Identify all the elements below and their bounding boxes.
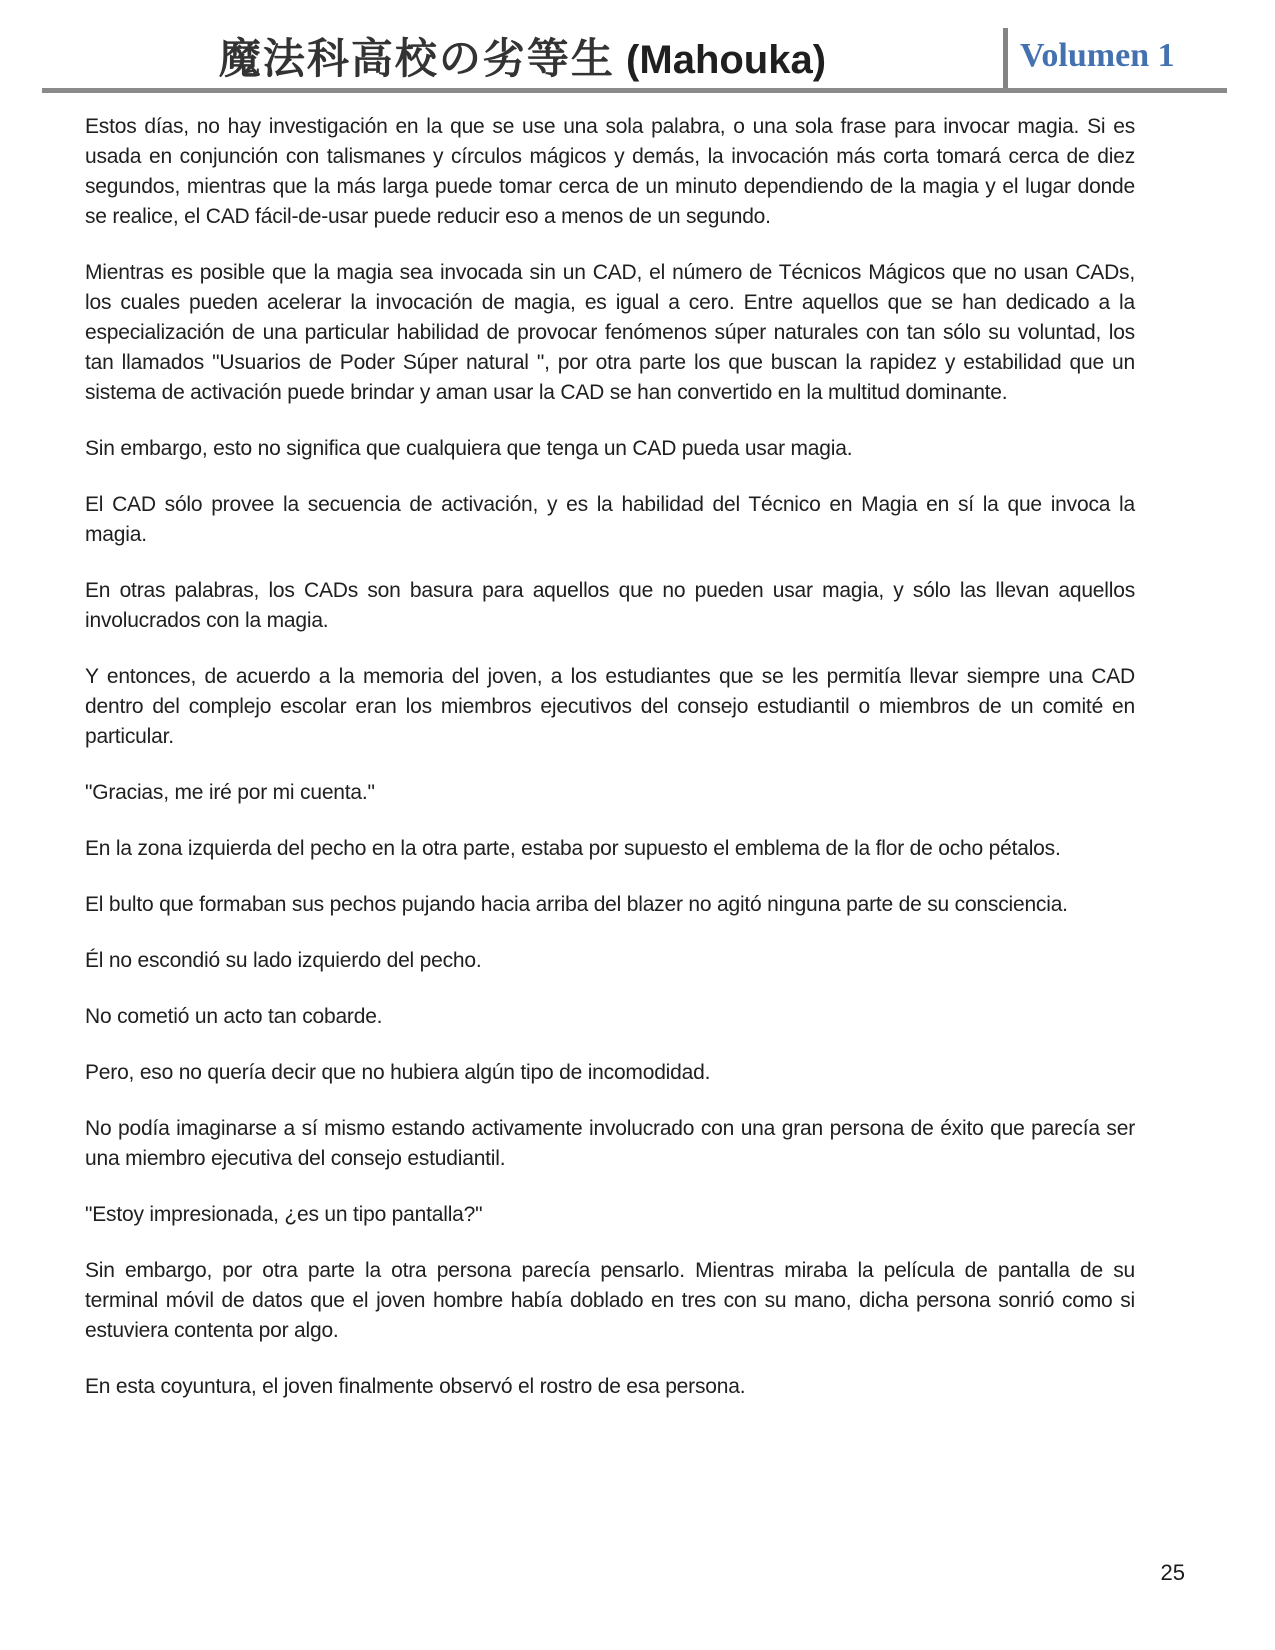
paragraph: El CAD sólo provee la secuencia de activación, y es la habilidad del Técnico en Magia en sí la que invoca la magia. xyxy=(85,493,1135,546)
paragraph: El bulto que formaban sus pechos pujando hacia arriba del blazer no agitó ninguna parte de su consciencia. xyxy=(85,893,1068,916)
paragraph: En esta coyuntura, el joven finalmente observó el rostro de esa persona. xyxy=(85,1375,746,1398)
paragraph: Y entonces, de acuerdo a la memoria del joven, a los estudiantes que se les permitía llevar siempre una CAD dentro del complejo escolar eran los miembros ejecutivos del consejo estudiantil o miembros de un comité en particular. xyxy=(85,665,1135,748)
header-volume-cell xyxy=(1003,28,1227,88)
paragraph: No cometió un acto tan cobarde. xyxy=(85,1005,383,1028)
paragraph: Sin embargo, esto no significa que cualquiera que tenga un CAD pueda usar magia. xyxy=(85,437,853,460)
paragraph: "Gracias, me iré por mi cuenta." xyxy=(85,781,375,804)
body-text xyxy=(85,112,1135,1428)
page-header xyxy=(42,0,1227,88)
page-title-suffix: (Mahouka) xyxy=(614,38,827,82)
paragraph: Pero, eso no quería decir que no hubiera algún tipo de incomodidad. xyxy=(85,1061,711,1084)
paragraph: Él no escondió su lado izquierdo del pecho. xyxy=(85,949,482,972)
paragraph: Mientras es posible que la magia sea invocada sin un CAD, el número de Técnicos Mágicos que no usan CADs, los cuales pueden acelerar la invocación de magia, es igual a cero. Entre aquellos que se han dedicado a la especialización de una particular habilidad de provocar fenómenos súper naturales con tan sólo su voluntad, los tan llamados "Usuarios de Poder Súper natural ", por otra parte los que buscan la rapidez y estabilidad que un sistema de activación puede brindar y aman usar la CAD se han convertido en la multitud dominante. xyxy=(85,261,1135,404)
paragraph: En la zona izquierda del pecho en la otra parte, estaba por supuesto el emblema de la flor de ocho pétalos. xyxy=(85,837,1061,860)
page-title-japanese: 魔法科高校の劣等生 xyxy=(218,34,615,83)
paragraph: En otras palabras, los CADs son basura para aquellos que no pueden usar magia, y sólo las llevan aquellos involucrados con la magia. xyxy=(85,579,1135,632)
page-number: 25 xyxy=(1160,1560,1185,1585)
paragraph: Estos días, no hay investigación en la que se use una sola palabra, o una sola frase para invocar magia. Si es usada en conjunción con talismanes y círculos mágicos y demás, la invocación más corta tomará cerca de diez segundos, mientras que la más larga puede tomar cerca de un minuto dependiendo de la magia y el lugar donde se realice, el CAD fácil-de-usar puede reducir eso a menos de un segundo. xyxy=(85,115,1135,228)
header-title-cell xyxy=(42,0,1003,88)
paragraph: Sin embargo, por otra parte la otra persona parecía pensarlo. Mientras miraba la película de pantalla de su terminal móvil de datos que el joven hombre había doblado en tres con su mano, dicha persona sonrió como si estuviera contenta por algo. xyxy=(85,1259,1135,1342)
header-rule xyxy=(42,88,1227,93)
volume-label: Volumen 1 xyxy=(1020,37,1175,74)
page-title xyxy=(218,34,827,83)
paragraph: "Estoy impresionada, ¿es un tipo pantalla?" xyxy=(85,1203,483,1226)
paragraph: No podía imaginarse a sí mismo estando activamente involucrado con una gran persona de éxito que parecía ser una miembro ejecutiva del consejo estudiantil. xyxy=(85,1117,1135,1170)
